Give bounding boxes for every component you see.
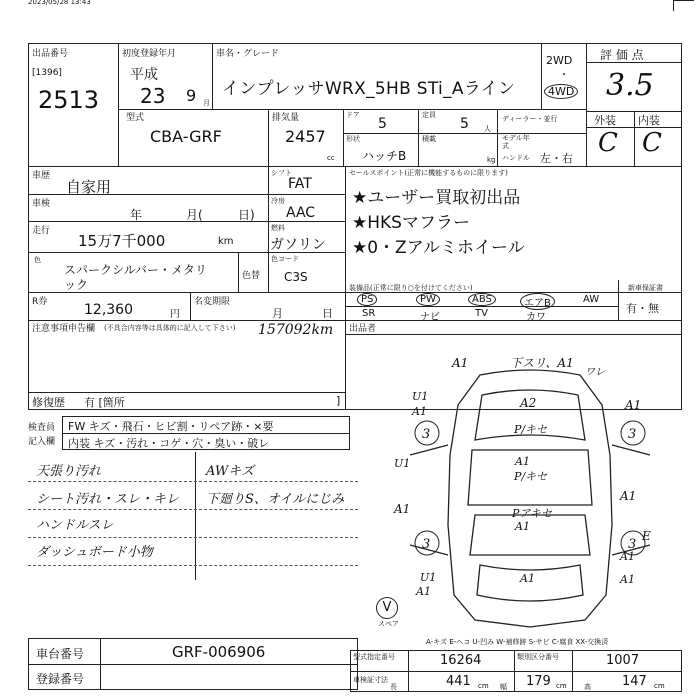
type-designation-label: 型式指定番号: [353, 653, 395, 661]
category-value: 自家用: [66, 178, 112, 196]
class-number-value: 1007: [606, 653, 640, 668]
exterior-value: C: [598, 128, 618, 158]
mark-hood: A2: [520, 396, 537, 410]
mileage-label: 走行: [32, 226, 51, 236]
reg-label: 初度登録年月: [122, 49, 177, 59]
damage-legend: A-キズ E-ヘコ U-凹み W-補修跡 S-サビ C-腐食 XX-交換済: [426, 638, 609, 646]
mark-rear-a: A1: [515, 520, 530, 533]
notes-sublabel: (不具合内容等は具体的に記入して下さい): [104, 324, 236, 332]
repair-value: 有 [箇所: [84, 396, 125, 409]
equip-abs: ABS: [468, 293, 496, 306]
mark-right-side: A1: [620, 489, 637, 503]
grade-score: 3.5: [606, 68, 654, 103]
mileage-value: 15万7千000: [78, 232, 166, 250]
remark-right-1: AWキズ: [206, 464, 254, 479]
recycle-unit: 円: [170, 309, 180, 320]
tire-fl: 3: [422, 427, 431, 442]
mark-right-front: A1: [625, 398, 642, 412]
notes-label: 注意事項申告欄: [32, 324, 96, 334]
mark-right-rear-e: E: [642, 529, 651, 543]
model-label: 型式: [126, 113, 145, 123]
timestamp: 2023/05/28 13:43: [28, 0, 91, 6]
sales-point-1: ★ユーザー買取初出品: [352, 188, 521, 208]
spare-tire-icon: V: [376, 597, 398, 619]
inspector-label-2: 記入欄: [28, 437, 56, 447]
equipment-label: 装備品(正常に限り○を付けてください): [349, 284, 473, 292]
recycle-value: 12,360: [84, 302, 133, 318]
displacement-value: 2457: [285, 127, 326, 146]
capacity-unit: 人: [484, 125, 491, 133]
car-damage-diagram: [380, 345, 680, 635]
warranty-value: 有・無: [626, 302, 659, 315]
remark-left-2: シート汚れ・スレ・キレ: [36, 492, 179, 507]
fuel-value: ガソリン: [270, 237, 326, 253]
handle-value: 左・右: [540, 152, 573, 165]
name-change-day: 日: [322, 307, 333, 320]
mark-tailgate: A1: [520, 572, 535, 585]
tire-rr: 3: [628, 537, 637, 552]
type-designation-value: 16264: [440, 653, 482, 668]
category-label: 車歴: [32, 171, 51, 181]
sales-points-label: セールスポイント(正常に機能するものに限ります): [349, 169, 508, 177]
ac-value: AAC: [286, 205, 316, 221]
shaken-label: 車検: [32, 199, 51, 209]
mark-left-front-u: U1: [412, 390, 429, 403]
ac-label: 冷房: [271, 197, 285, 205]
inspector-interior-row: 内装 キズ・汚れ・コゲ・穴・臭い・破レ: [68, 437, 270, 450]
equip-tv: TV: [475, 308, 488, 319]
shaken-day: 日): [238, 208, 255, 222]
sales-point-3: ★0・Zアルミホイール: [352, 238, 525, 258]
interior-label: 内装: [638, 114, 660, 127]
remark-left-4: ダッシュボード小物: [36, 545, 153, 560]
sales-point-2: ★HKSマフラー: [352, 213, 470, 233]
tire-rl: 3: [422, 537, 431, 552]
fuel-label: 燃料: [271, 224, 285, 232]
notes-handwritten: 157092km: [258, 322, 334, 338]
displacement-label: 排気量: [272, 113, 300, 123]
reg-era: 平成: [130, 67, 158, 83]
model-value: CBA-GRF: [150, 127, 222, 146]
recycle-label: R券: [32, 297, 48, 307]
mark-front-crack: ワレ: [585, 367, 605, 378]
dim-height: 147: [622, 674, 647, 689]
chassis-label: 車台番号: [36, 647, 85, 661]
registration-label: 登録番号: [36, 672, 85, 686]
warranty-label: 新車保証書: [628, 284, 663, 292]
reg-month-unit: 月: [203, 99, 210, 107]
name-change-month: 月: [272, 307, 283, 320]
doors-label: ドア: [346, 111, 360, 119]
body-type-value: ハッチB: [362, 149, 407, 163]
color-value-1: スパークシルバー・メタリ: [64, 263, 207, 277]
spare-caption: スペア: [378, 620, 399, 628]
capacity-value: 5: [460, 116, 469, 132]
color-code-value: C3S: [284, 270, 308, 284]
reg-month: 9: [186, 86, 197, 105]
equip-leather: カワ: [526, 312, 546, 323]
shaken-month: 月(: [186, 208, 203, 222]
mark-windshield: P/キセ: [514, 423, 548, 436]
delivery-label: 出品者: [349, 324, 377, 334]
dimensions-label: 車検証寸法: [353, 676, 388, 684]
color-change-label: 色替: [242, 271, 261, 281]
class-number-label: 類別区分番号: [517, 653, 559, 661]
mark-front-center: 下スリ、A1: [510, 356, 574, 370]
lot-label: 出品番号: [32, 49, 69, 59]
displacement-unit: cc: [327, 154, 335, 162]
color-value-2: ック: [64, 278, 89, 292]
body-type-label: 形状: [346, 135, 360, 143]
equip-aw: AW: [583, 294, 600, 305]
dim-length: 441: [446, 674, 471, 689]
mark-rear-roof: Pアキセ: [512, 507, 552, 520]
lot-subnumber: [1396]: [32, 68, 62, 78]
handle-label: ハンドル: [502, 154, 530, 162]
grade-label: 評 価 点: [600, 48, 644, 62]
remark-left-1: 天張り汚れ: [36, 464, 102, 479]
mark-left-rear-a: A1: [416, 585, 431, 598]
dim-length-unit: cm: [478, 682, 489, 690]
mark-roof-a: A1: [515, 455, 530, 468]
repair-close: ]: [336, 394, 341, 407]
equip-navi: ナビ: [420, 312, 440, 323]
repair-label: 修復歴: [32, 396, 65, 409]
reg-year: 23: [140, 84, 166, 108]
color-code-label: 色コード: [271, 255, 299, 263]
car-name: インプレッサWRX_5HB STi_Aライン: [222, 79, 516, 99]
equip-airbag: エアB: [520, 293, 555, 310]
mark-front-left: A1: [452, 356, 469, 370]
inspector-label-1: 検査員: [28, 423, 56, 433]
mark-left-rear-u: U1: [420, 571, 437, 584]
remark-right-2: 下廻りS、オイルにじみ: [206, 492, 345, 507]
model-year-label: モデル年式: [502, 134, 530, 150]
corner-mark: [673, 0, 694, 11]
interior-value: C: [642, 128, 662, 158]
name-change-label: 名変期限: [194, 297, 231, 307]
equip-pw: PW: [416, 293, 440, 306]
exterior-label: 外装: [594, 114, 616, 127]
shift-label: シフト: [271, 169, 292, 177]
doors-value: 5: [378, 116, 387, 132]
dim-height-label: 高: [584, 683, 591, 691]
chassis-value: GRF-006906: [172, 643, 266, 661]
inspector-fw-row: FW キズ・飛石・ヒビ割・リペア跡・×要: [68, 420, 274, 433]
name-label: 車名・グレード: [216, 49, 280, 59]
dim-width-unit: cm: [556, 682, 567, 690]
load-label: 積載: [422, 135, 436, 143]
drive-4wd-circled: 4WD: [544, 84, 578, 99]
tire-fr: 3: [628, 427, 637, 442]
mileage-unit: km: [218, 236, 234, 247]
mark-right-rear-bumper: A1: [620, 573, 635, 586]
dim-height-unit: cm: [654, 682, 665, 690]
dealer-label: ディーラー・並行: [502, 115, 558, 123]
dim-width: 179: [526, 674, 551, 689]
capacity-label: 定員: [422, 111, 436, 119]
header-grid: [28, 43, 682, 167]
mark-left-side-u: U1: [394, 457, 411, 470]
equip-sr: SR: [362, 308, 376, 319]
drive-2wd: 2WD: [546, 54, 573, 67]
lot-number: 2513: [38, 86, 100, 114]
mark-roof: P/キセ: [514, 470, 548, 483]
remark-left-3: ハンドルスレ: [36, 518, 114, 533]
equip-ps: PS: [357, 293, 377, 306]
mark-right-rear-a: A1: [620, 550, 635, 563]
mark-left-door: A1: [394, 502, 411, 516]
dim-width-label: 幅: [500, 683, 507, 691]
mark-left-front-a: A1: [412, 405, 427, 418]
shift-value: FAT: [288, 176, 312, 192]
dim-length-label: 長: [390, 683, 397, 691]
color-label: 色: [34, 256, 41, 264]
load-unit: kg: [487, 156, 496, 164]
shaken-year: 年: [130, 208, 143, 222]
